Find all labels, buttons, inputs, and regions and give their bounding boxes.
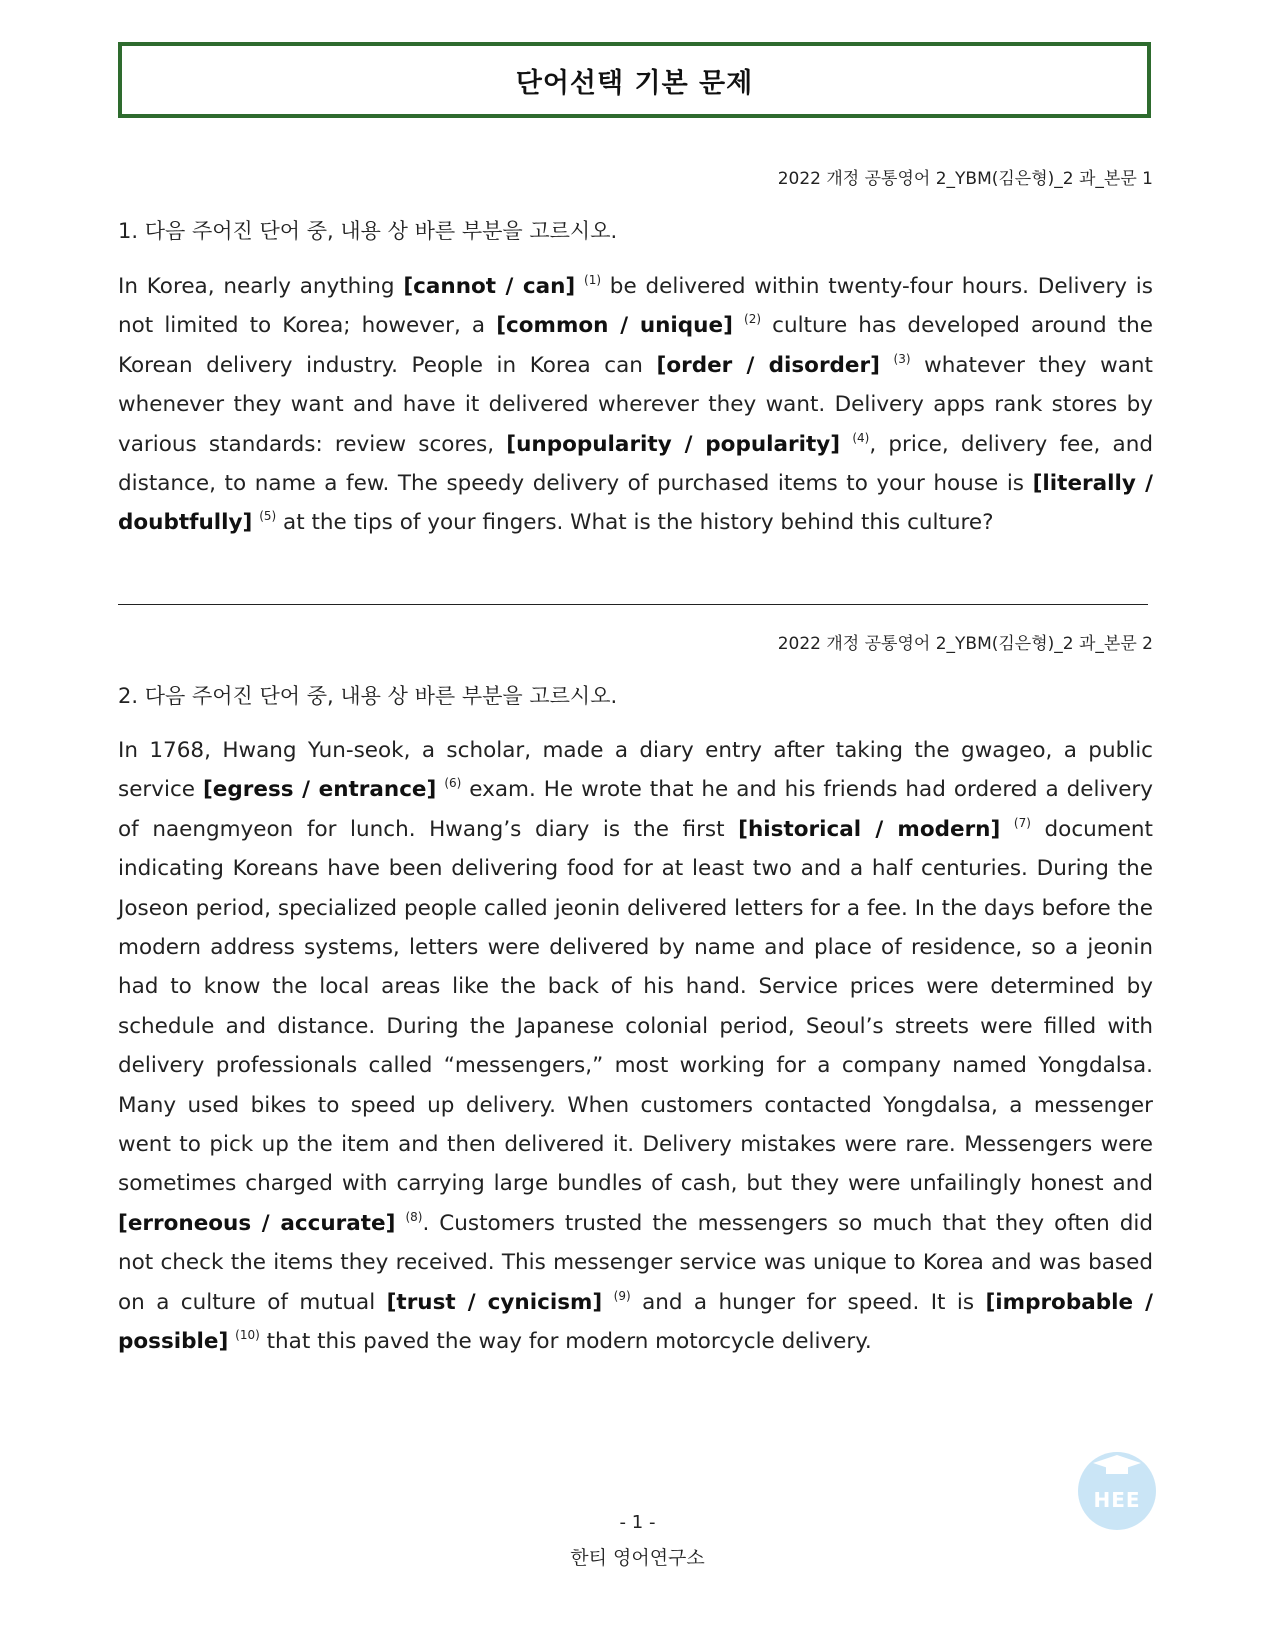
- word-choice-4[interactable]: [unpopularity / popularity]: [506, 431, 841, 457]
- passage-text: and a hunger for speed. It is: [630, 1289, 986, 1315]
- graduation-cap-icon: [1092, 1454, 1142, 1476]
- passage-text: , price, delivery fee, and distance, to name a few. The speedy delivery of purchased items to your house is: [118, 431, 1153, 497]
- word-choice-6[interactable]: [egress / entrance]: [202, 777, 437, 803]
- passage-text: culture has developed around the Korean delivery industry. People in Korea can: [118, 313, 1153, 378]
- word-choice-7[interactable]: [historical / modern]: [738, 816, 1001, 842]
- passage-text: document indicating Koreans have been delivering food for at least two and a half centuries. During the Joseon period, specialized people called jeonin delivered letters for a fee. In the days before the modern address systems, letters were delivered by name and place of residence, so a jeonin had to know the local areas like the back of his hand. Service prices were determined by schedule and distance. During the Japanese colonial period, Seoul’s streets were filled with delivery professionals called “messengers,” most working for a company named Yongdalsa. Many used bikes to speed up delivery. When customers contacted Yongdalsa, a messenger went to pick up the item and then delivered it. Delivery mistakes were rare. Messengers were sometimes charged with carrying large bundles of cash, but they were unfailingly honest and: [118, 816, 1153, 1197]
- blank-number-5: (5): [259, 509, 277, 524]
- blank-number-7: (7): [1013, 815, 1031, 830]
- source-label-2: 2022 개정 공통영어 2_YBM(김은형)_2 과_본문 2: [777, 634, 1153, 654]
- blank-number-10: (10): [235, 1328, 260, 1343]
- passage-text: exam. He wrote that he and his friends had ordered a delivery of naengmyeon for lunch. Hwang’s diary is the first: [118, 777, 1153, 842]
- blank-number-2: (2): [744, 312, 762, 327]
- blank-number-9: (9): [613, 1288, 631, 1303]
- blank-number-4: (4): [852, 430, 870, 445]
- passage-text: whatever they want whenever they want and have it delivered wherever they want. Delivery apps rank stores by various standards: review scores,: [118, 352, 1153, 457]
- passage-1: [118, 267, 1153, 543]
- word-choice-5[interactable]: [literally / doubtfully]: [118, 471, 1153, 536]
- page-number: - 1 -: [619, 1512, 656, 1533]
- question-1: 1. 다음 주어진 단어 중, 내용 상 바른 부분을 고르시오.: [118, 219, 618, 243]
- passage-2: [118, 731, 1153, 1362]
- title-box: [118, 42, 1151, 118]
- word-choice-10[interactable]: [improbable / possible]: [118, 1289, 1153, 1355]
- section-divider: [118, 604, 1148, 605]
- word-choice-8[interactable]: [erroneous / accurate]: [118, 1210, 396, 1236]
- page-title: 단어선택 기본 문제: [515, 67, 754, 99]
- passage-text: In Korea, nearly anything: [118, 274, 404, 299]
- passage-text: . Customers trusted the messengers so much that they often did not check the items they received. This messenger service was unique to Korea and was based on a culture of mutual: [118, 1210, 1153, 1315]
- blank-number-1: (1): [584, 273, 602, 287]
- passage-text: that this paved the way for modern motorcycle delivery.: [259, 1329, 872, 1355]
- word-choice-3[interactable]: [order / disorder]: [656, 352, 880, 378]
- passage-text: In 1768, Hwang Yun-seok, a scholar, made a diary entry after taking the gwageo, a public service: [118, 738, 1153, 803]
- blank-number-8: (8): [405, 1209, 423, 1224]
- source-label-1: 2022 개정 공통영어 2_YBM(김은형)_2 과_본문 1: [777, 169, 1153, 189]
- logo-text: HEE: [1093, 1488, 1141, 1512]
- passage-text: be delivered within twenty-four hours. Delivery is not limited to Korea; however, a: [118, 274, 1153, 339]
- word-choice-1[interactable]: [cannot / can]: [403, 274, 576, 299]
- word-choice-9[interactable]: [trust / cynicism]: [386, 1289, 603, 1315]
- footer-publisher: 한티 영어연구소: [570, 1547, 705, 1569]
- blank-number-3: (3): [893, 351, 911, 366]
- question-2: 2. 다음 주어진 단어 중, 내용 상 바른 부분을 고르시오.: [118, 684, 618, 708]
- hee-logo: [1078, 1452, 1156, 1530]
- word-choice-2[interactable]: [common / unique]: [496, 313, 733, 339]
- passage-text: at the tips of your fingers. What is the history behind this culture?: [276, 510, 994, 536]
- blank-number-6: (6): [444, 776, 462, 791]
